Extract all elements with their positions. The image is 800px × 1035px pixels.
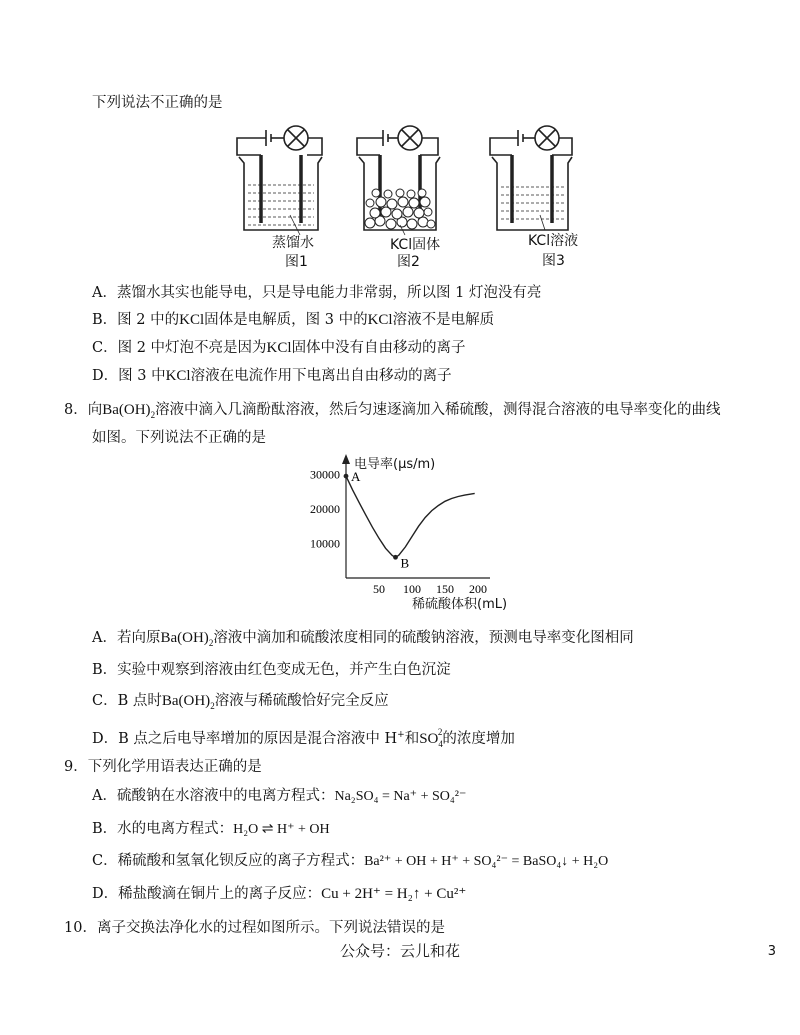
figure-1-beaker (237, 126, 322, 235)
q9-option-b: B．水的电离方程式：H₂O ⇌ H⁺ + OH (92, 821, 330, 837)
footer-watermark: 公众号：云儿和花 (339, 942, 460, 960)
equation-d: Cu + 2H⁺ = H₂↑ + Cu²⁺ (321, 886, 467, 902)
figure-2-caption: 图2 (397, 254, 420, 270)
q8-option-d: D．B 点之后电导率增加的原因是混合溶液中 H+和$SO_4^2$的浓度增加 (92, 727, 515, 749)
chart-x-label: 稀硫酸体积(mL) (412, 597, 508, 612)
figure-3-caption: 图3 (542, 253, 565, 269)
x-tick-label: 200 (469, 582, 487, 596)
q10-stem: 10．离子交换法净化水的过程如图所示。下列说法错误的是 (64, 920, 445, 936)
equation-b: H₂O ⇌ H⁺ + OH (233, 822, 330, 837)
figure-3-label: KCl溶液 (528, 233, 579, 249)
figure-2-label: KCl固体 (390, 237, 441, 253)
point-label-B: B (400, 555, 410, 571)
q9-option-d: D．稀盐酸滴在铜片上的离子反应：Cu + 2H⁺ = H₂↑ + Cu²⁺ (92, 886, 467, 902)
q8-option-a: A．若向原$Ba(OH)_2$溶液中滴加和硫酸浓度相同的硫酸钠溶液，预测电导率变化图相同 (92, 630, 634, 648)
q8-stem-line2: 如图。下列说法不正确的是 (92, 430, 266, 446)
y-tick-label: 20000 (310, 501, 340, 516)
equation-a: Na₂SO₄ = Na⁺ + SO₄²⁻ (334, 789, 467, 804)
q8-stem-line1: 8．向$Ba(OH)_2$溶液中滴入几滴酚酞溶液，然后匀速逐滴加入稀硫酸，测得混合溶液的电导率变化的曲线 (64, 402, 721, 420)
equation-c: Ba²⁺ + OH + H⁺ + SO₄²⁻ = BaSO₄↓ + H₂O (364, 854, 609, 869)
point-B (393, 555, 398, 560)
q9-option-a: A．硫酸钠在水溶液中的电离方程式：Na₂SO₄ = Na⁺ + SO₄²⁻ (92, 788, 467, 804)
q7-option-a: A．蒸馏水其实也能导电，只是导电能力非常弱，所以图 1 灯泡没有亮 (92, 285, 542, 301)
figure-1-caption: 图1 (285, 254, 308, 270)
q7-option-d: D．图 3 中KCl溶液在电流作用下电离出自由移动的离子 (92, 368, 452, 384)
figure-1-label: 蒸馏水 (272, 235, 314, 251)
q8-option-b: B．实验中观察到溶液由红色变成无色，并产生白色沉淀 (92, 662, 451, 678)
q9-stem: 9．下列化学用语表达正确的是 (64, 759, 262, 775)
figure-3-beaker (490, 126, 572, 230)
q7-option-c: C．图 2 中灯泡不亮是因为KCl固体中没有自由移动的离子 (92, 340, 466, 356)
figure-2-beaker (357, 126, 440, 235)
point-A (344, 474, 349, 479)
q8-option-c: C．B 点时$Ba(OH)_2$溶液与稀硫酸恰好完全反应 (92, 693, 389, 711)
chart-y-label: 电导率(μs/m) (354, 457, 436, 472)
y-tick-label: 10000 (310, 536, 340, 551)
q9-option-c: C．稀硫酸和氢氧化钡反应的离子方程式：Ba²⁺ + OH + H⁺ + SO₄²⁻ = BaSO₄↓ + H₂O (92, 853, 609, 869)
point-label-A: A (351, 469, 361, 485)
conductivity-curve (346, 476, 475, 557)
page-number: 3 (767, 944, 776, 959)
q7-option-b: B．图 2 中的KCl固体是电解质，图 3 中的KCl溶液不是电解质 (92, 312, 495, 328)
y-tick-label: 30000 (310, 467, 340, 482)
x-tick-label: 100 (403, 582, 421, 596)
x-tick-label: 150 (436, 582, 454, 596)
q7-stem: 下列说法不正确的是 (92, 95, 223, 111)
conductivity-chart (0, 450, 800, 620)
x-tick-label: 50 (373, 582, 385, 596)
y-axis-arrow (342, 454, 350, 464)
